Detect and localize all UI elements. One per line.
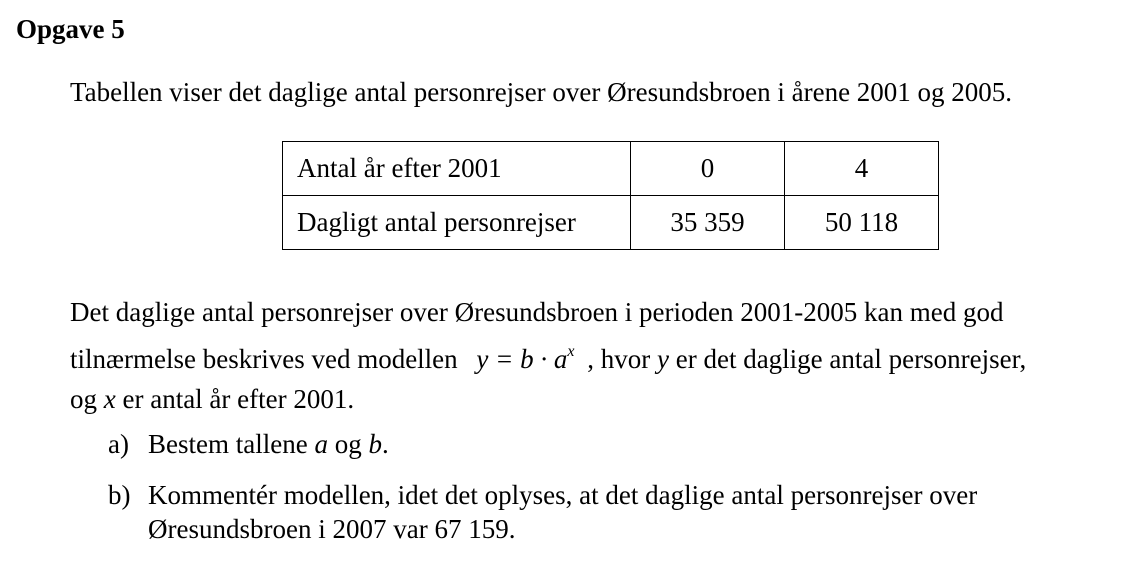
- task-letter: a): [108, 429, 129, 459]
- formula-base: y = b · a: [476, 344, 568, 374]
- model-description: [70, 292, 1120, 419]
- variable-y: y: [657, 344, 669, 374]
- paragraph-line: Det daglige antal personrejser over Øresundsbroen i perioden 2001-2005 kan med god: [70, 297, 1004, 327]
- model-formula: [476, 344, 574, 374]
- variable-a: a: [314, 429, 328, 459]
- task-letter: b): [108, 480, 131, 510]
- text: tilnærmelse beskrives ved modellen: [70, 344, 458, 374]
- variable-x: x: [103, 384, 116, 414]
- table-cell: 50 118: [785, 196, 939, 250]
- exercise-heading: Opgave 5: [16, 14, 125, 44]
- text: Bestem tallene: [148, 429, 308, 459]
- intro-text: Tabellen viser det daglige antal personrejser over Øresundsbroen i årene 2001 og 2005.: [70, 77, 1013, 107]
- table-row: [283, 196, 939, 250]
- paragraph-line: [70, 332, 1120, 379]
- table-cell: 4: [785, 142, 939, 196]
- row-label-trips: Dagligt antal personrejser: [283, 196, 631, 250]
- variable-b: b: [368, 429, 382, 459]
- text: Kommentér modellen, idet det oplyses, at det daglige antal personrejser over: [148, 480, 978, 510]
- text: Øresundsbroen i 2007 var 67 159.: [148, 514, 516, 544]
- text: er antal år efter 2001.: [122, 384, 355, 414]
- formula-exponent: x: [567, 343, 575, 360]
- text: .: [381, 429, 389, 459]
- table-row: [283, 142, 939, 196]
- paragraph-line: [70, 379, 1120, 419]
- task-a: [108, 427, 389, 461]
- row-label-years: Antal år efter 2001: [283, 142, 631, 196]
- text: , hvor: [587, 344, 651, 374]
- table-cell: 35 359: [631, 196, 785, 250]
- text: er det daglige antal personrejser,: [675, 344, 1027, 374]
- table-cell: 0: [631, 142, 785, 196]
- text: og: [70, 384, 97, 414]
- text: og: [334, 429, 362, 459]
- data-table: [282, 141, 939, 250]
- task-b: [108, 478, 977, 546]
